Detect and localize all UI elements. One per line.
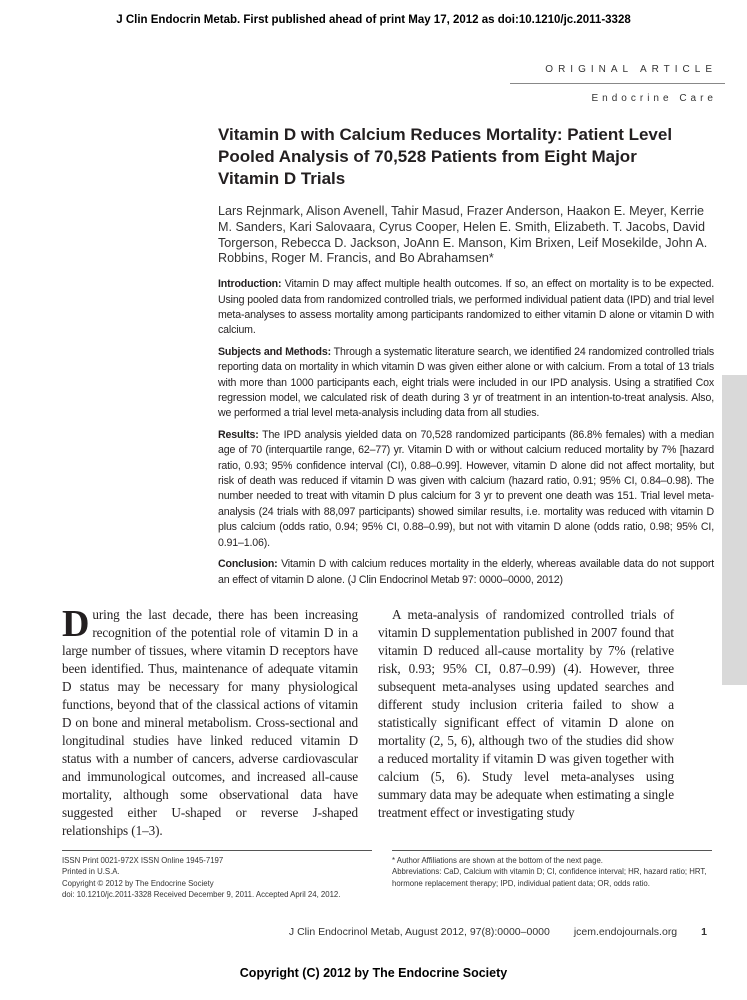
section-label: Introduction: bbox=[218, 278, 282, 291]
section-label: Subjects and Methods: bbox=[218, 345, 331, 358]
page-footer bbox=[0, 926, 707, 938]
body-text: uring the last decade, there has been increasing recognition of the potential role of vitamin D in a large number of tissues, where vitamin D receptors have been identified. Thus, maintenance of adequate vitamin D status may be necessary for many physiological functions, beyond that of the classical actions of vitamin D on bone and mineral metabolism. Cross-sectional and longitudinal studies have linked reduced vitamin D status with a number of cancers, adverse cardiovascular and immunological outcomes, and increased all-cause mortality, although some observational data have suggested either U-shaped or reverse J-shaped relationships (1–3). bbox=[62, 606, 358, 838]
footnotes bbox=[392, 850, 712, 900]
body-columns bbox=[62, 602, 674, 840]
body-column-right: A meta-analysis of randomized controlled trials of vitamin D supplementation published in 2007 found that vitamin D reduced all-cause mortality by 7% (relative risk, 0.93; 95% CI, 0.87–0.99) (4). However, three subsequent meta-analyses using updated searches and different study inclusion criteria failed to show a statistically significant effect of vitamin D alone on mortality (2, 5, 6), although two of the studies did show a reduced mortality if vitamin D was given together with calcium (5, 6). Study level meta-analyses using summary data may be adequate when estimating a single treatment effect or investigating study bbox=[378, 606, 674, 820]
prepublication-notice: J Clin Endocrin Metab. First published ahead of print May 17, 2012 as doi:10.1210/jc.2011-3328 bbox=[116, 14, 631, 26]
section-label: Conclusion: bbox=[218, 558, 278, 571]
issn: ISSN Print 0021-972X ISSN Online 1945-7197 bbox=[62, 855, 224, 865]
journal-section: Endocrine Care bbox=[591, 93, 717, 104]
abbreviations: Abbreviations: CaD, Calcium with vitamin D; CI, confidence interval; HR, hazard ratio; HRT, hormone replacement therapy; IPD, individual patient data; OR, odds ratio. bbox=[392, 867, 707, 888]
doi-dates: doi: 10.1210/jc.2011-3328 Received December 9, 2011. Accepted April 24, 2012. bbox=[62, 889, 341, 899]
section-text: Vitamin D may affect multiple health outcomes. If so, an effect on mortality is to be expected. Using pooled data from randomized controlled trials, we performed individual patient data (IPD) and trial level meta-analyses to assess mortality among participants randomized to either vitamin D alone or vitamin D with calcium. bbox=[218, 278, 714, 337]
publication-info bbox=[62, 850, 372, 900]
journal-url[interactable]: jcem.endojournals.org bbox=[573, 926, 678, 939]
abstract-conclusion bbox=[218, 557, 714, 588]
abstract-introduction bbox=[218, 277, 714, 339]
article-type: ORIGINAL ARTICLE bbox=[545, 64, 717, 75]
footnote-area bbox=[62, 850, 712, 900]
abstract-results bbox=[218, 428, 714, 551]
author-list: Lars Rejnmark, Alison Avenell, Tahir Masud, Frazer Anderson, Haakon E. Meyer, Kerrie M. Sanders, Kari Salovaara, Cyrus Cooper, Helen E. Smith, Elizabeth. T. Jacobs, David Torgerson, Rebecca D. Jackson, JoAnn E. Manson, Kim Brixen, Leif Mosekilde, John A. Robbins, Roger M. Francis, and Bo Abrahamsen* bbox=[218, 204, 708, 266]
section-label: Results: bbox=[218, 428, 259, 441]
printed-in: Printed in U.S.A. bbox=[62, 867, 120, 877]
section-text: Vitamin D with calcium reduces mortality in the elderly, whereas available data do not support an effect of vitamin D alone. (J Clin Endocrinol Metab 97: 0000–0000, 2012) bbox=[218, 558, 714, 586]
abstract-methods bbox=[218, 345, 714, 422]
section-text: The IPD analysis yielded data on 70,528 randomized participants (86.8% females) with a median age of 70 (interquartile range, 62–77) yr. Vitamin D with or without calcium reduced mortality by 7% [hazard ratio, 0.93; 95% confidence interval (CI), 0.88–0.99]. However, vitamin D alone did not affect mortality, but risk of death was reduced if vitamin D was given with calcium (hazard ratio, 0.91; 95% CI, 0.84–0.98). The number needed to treat with vitamin D plus calcium for 3 yr to prevent one death was 151. Trial level meta-analysis (24 trials with 88,097 participants) showed similar results, i.e. mortality was reduced with vitamin D plus calcium (odds ratio, 0.94; 95% CI, 0.88–0.99), but not with vitamin D alone (odds ratio, 0.98; 95% CI, 0.91–1.06). bbox=[218, 428, 714, 549]
copyright-banner: Copyright (C) 2012 by The Endocrine Society bbox=[239, 966, 508, 981]
citation: J Clin Endocrinol Metab, August 2012, 97(8):0000–0000 bbox=[288, 926, 550, 939]
abstract bbox=[218, 277, 714, 588]
body-column-left bbox=[62, 602, 358, 840]
article-title: Vitamin D with Calcium Reduces Mortality: Patient Level Pooled Analysis of 70,528 Patients from Eight Major Vitamin D Trials bbox=[218, 125, 673, 188]
copyright-note: Copyright © 2012 by The Endocrine Society bbox=[62, 878, 214, 888]
affiliations-note: * Author Affiliations are shown at the bottom of the next page. bbox=[392, 855, 603, 865]
drop-cap: D bbox=[62, 602, 90, 645]
section-text: Through a systematic literature search, we identified 24 randomized controlled trials reporting data on mortality in which vitamin D was given either alone or with calcium. From a total of 13 trials with more than 1000 participants each, eight trials were included in our IPD analysis. Using a stratified Cox regression model, we calculated risk of death during 3 yr of treatment in an intention-to-treat analysis. Also, we performed a trial level meta-analysis including data from all studies. bbox=[218, 345, 714, 420]
page-number: 1 bbox=[701, 926, 707, 939]
